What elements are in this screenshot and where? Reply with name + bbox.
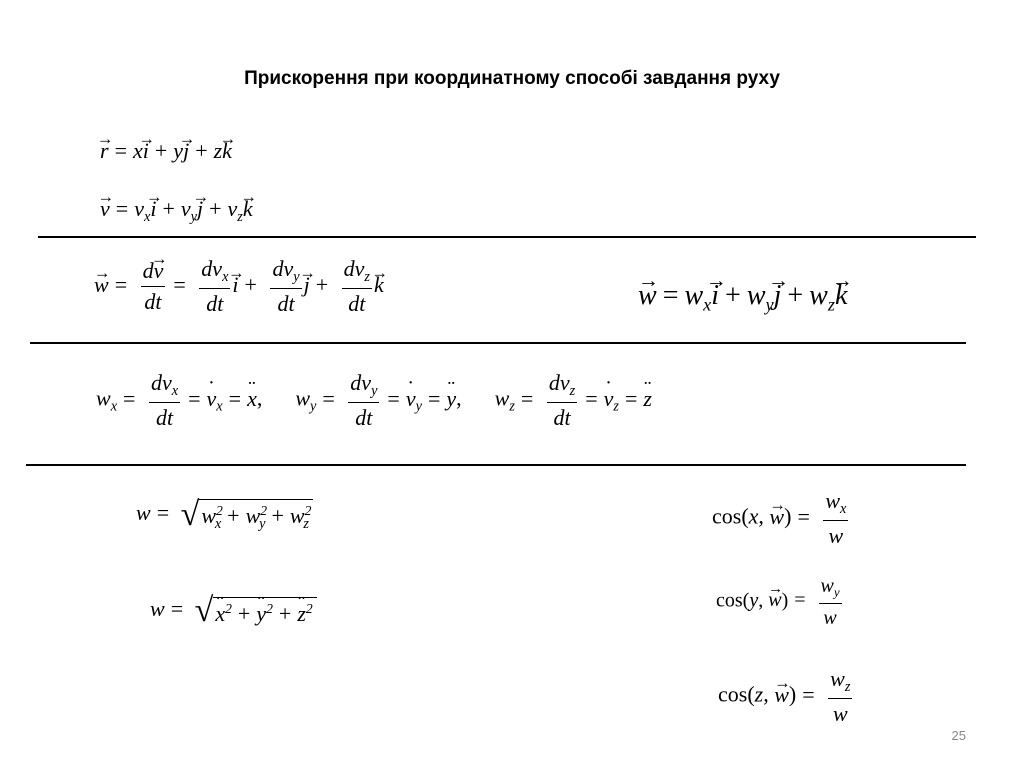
divider-2: [30, 342, 966, 344]
position-vector-equation: → r = x→ i + y→ j + z→ k: [100, 140, 232, 162]
page-number: 25: [951, 728, 966, 743]
divider-3: [26, 464, 966, 466]
acceleration-magnitude-components: $w = √w^2_x + w^2_y + w^2_z$: [136, 496, 312, 533]
direction-cosine-y: cos(y, → w) = $\frac{w_y}{w}$: [716, 576, 844, 628]
divider-1: [38, 236, 976, 238]
acceleration-vector-equation: → $w = w_x\to i + w_y\to j + w_z\to k$: [638, 282, 847, 314]
acceleration-derivative-equation: → w = $\frac{d\to v}{dt}$ = $\frac{dv_x}{dt}$ → i + $\frac{dv_y}{dt}$ → j + $\frac{dv_z}{dt}$ → k: [94, 258, 384, 315]
slide-title: Прискорення при координатному способі завдання руху: [244, 68, 780, 89]
acceleration-components-equation: $w_x$ = $\frac{dv_x}{dt}$ =˙ $v_x$ =¨ x, $w_y$ = $\frac{dv_y}{dt}$ =˙ $v_y$ =¨ y, $w_z$ = $\frac{dv_z}{dt}$ =˙ $v_z$ =¨ z: [96, 372, 652, 429]
velocity-vector-equation: → $v = v_x\to i + v_y\to j + v_z\to k$: [100, 198, 253, 224]
direction-cosine-z: cos(z, → w) = $\frac{w_z}{w}$: [718, 668, 854, 725]
direction-cosine-x: cos(x, → w) = $\frac{w_x}{w}$: [712, 490, 850, 547]
acceleration-magnitude-second-derivatives: w = √¨ $x^2$ +¨ $y^2$ +¨ $z^2$: [150, 594, 317, 628]
